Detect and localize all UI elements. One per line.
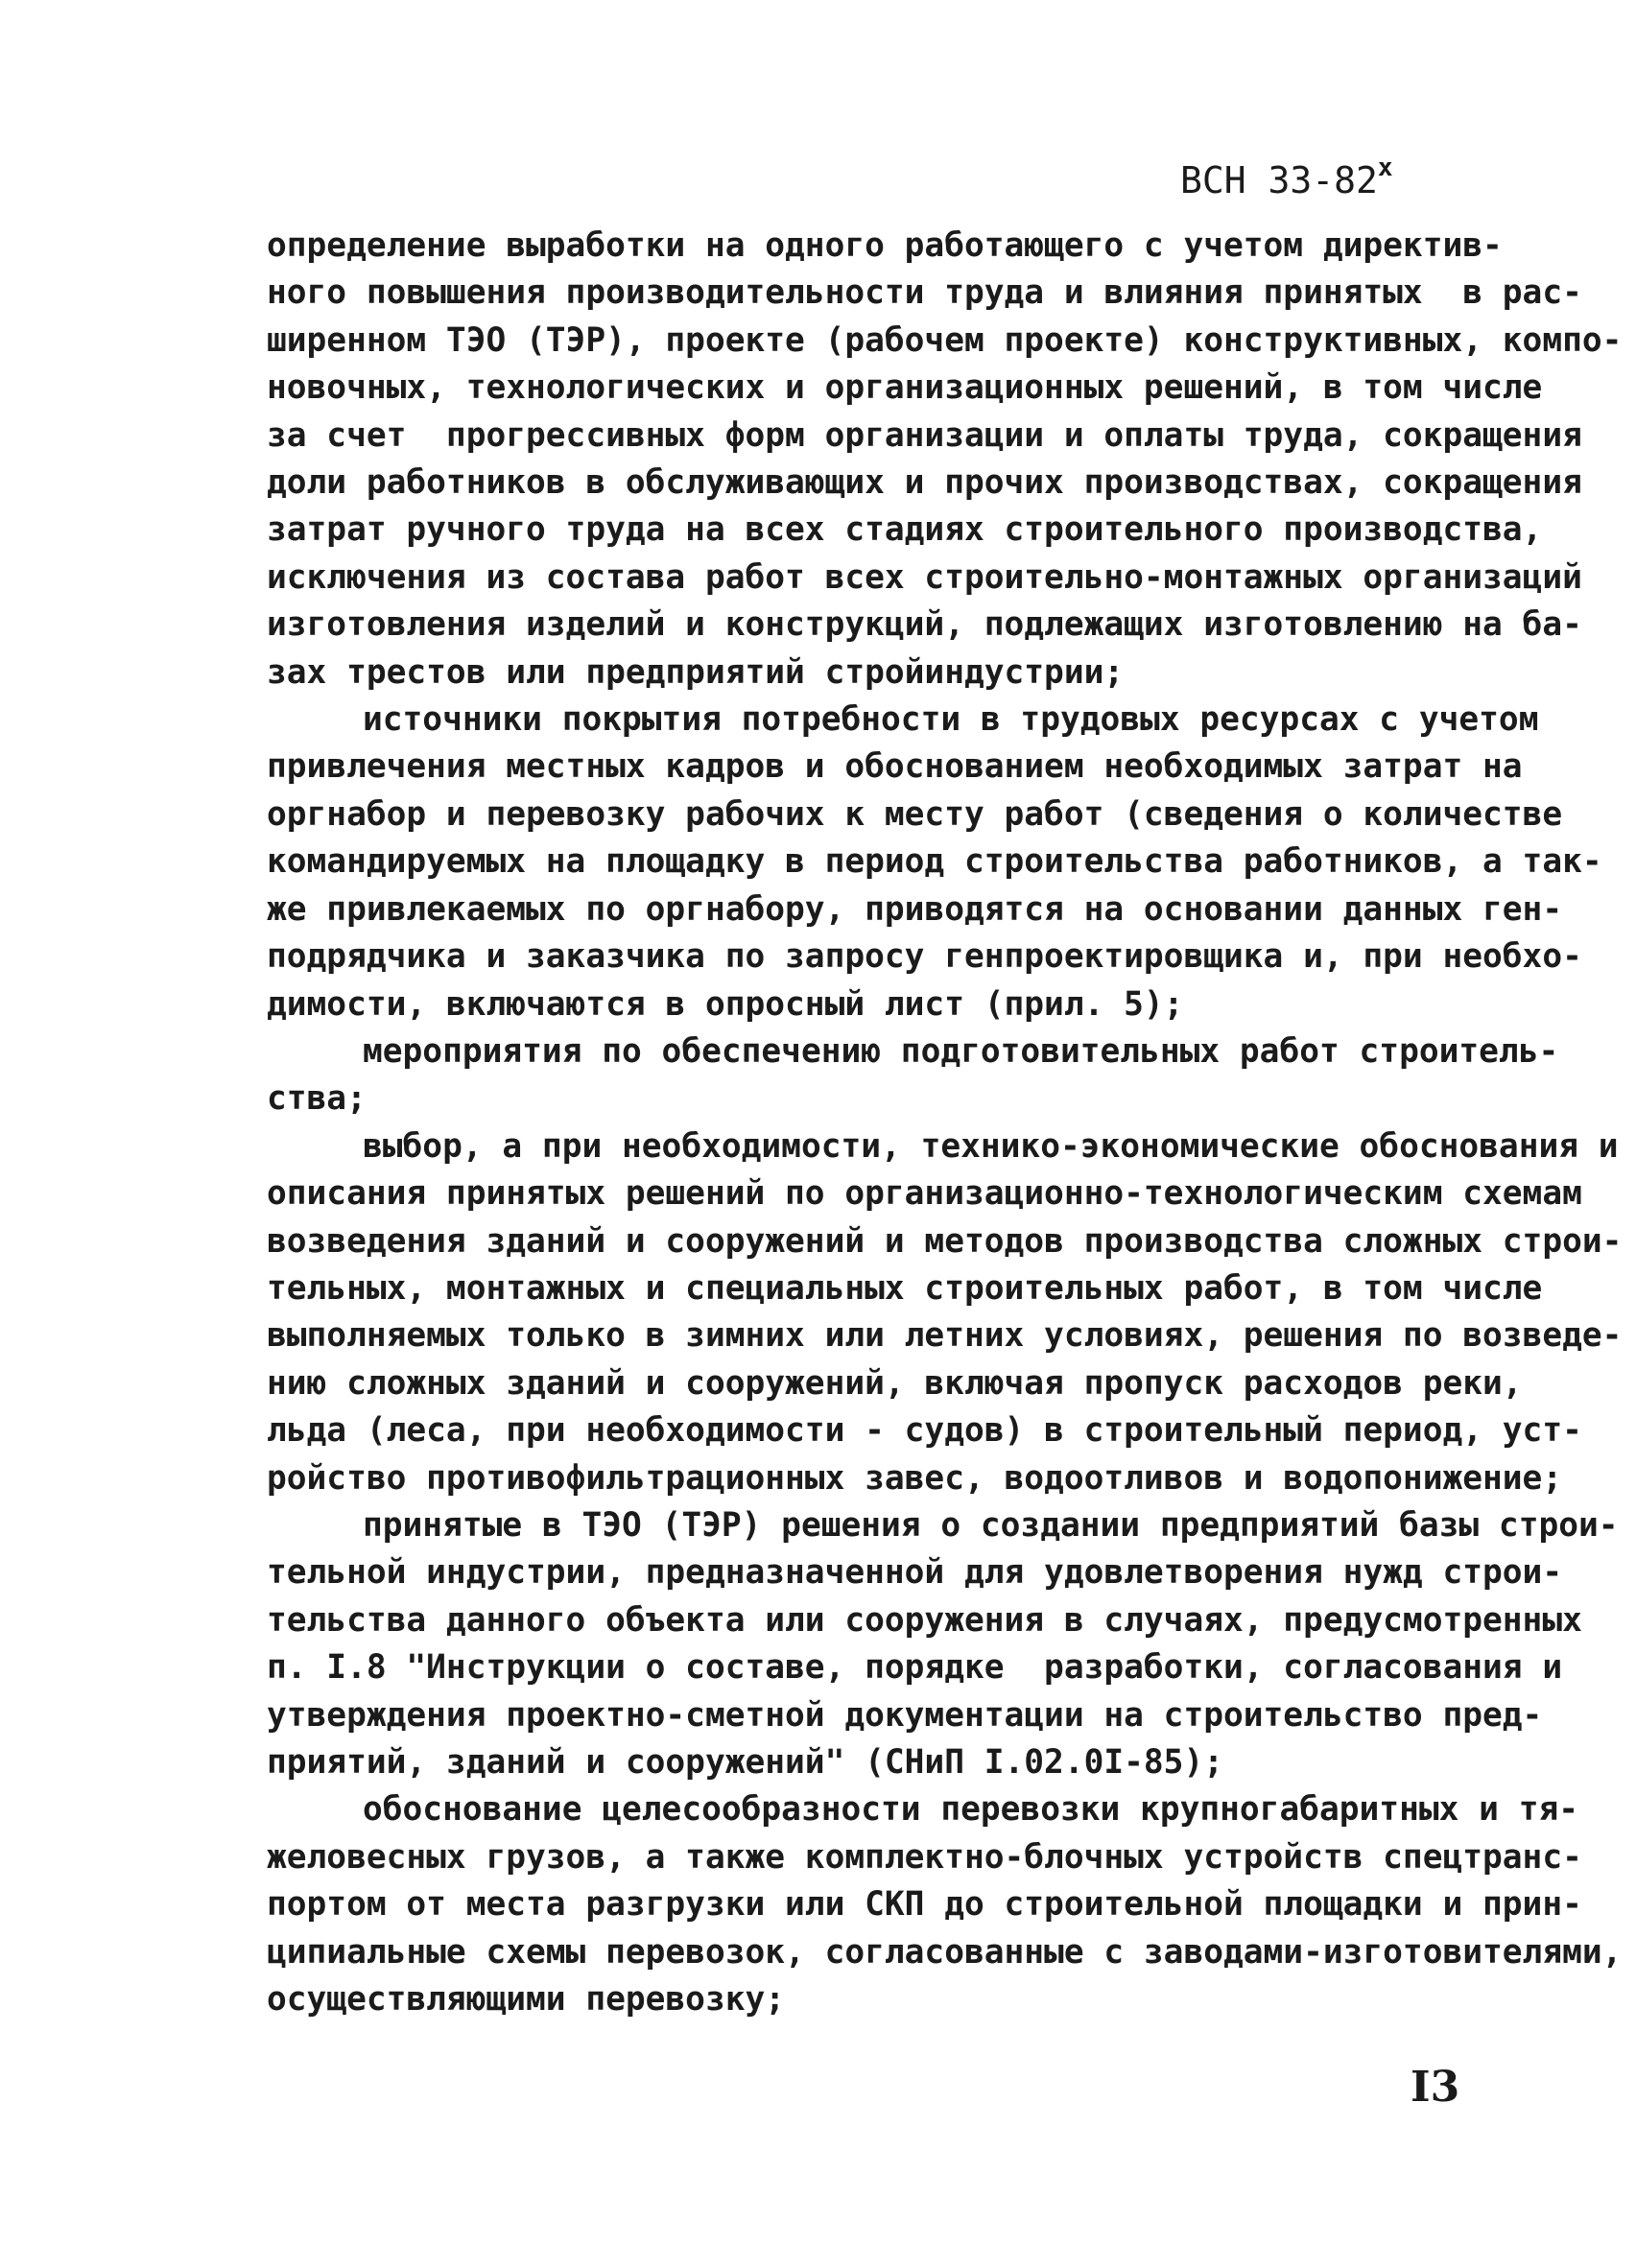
text-line: доли работников в обслуживающих и прочих производствах, сокращения — [267, 463, 1582, 503]
text-line: затрат ручного труда на всех стадиях строительного производства, — [267, 510, 1543, 550]
text-line: желовесных грузов, а также комплектно-блочных устройств спецтранс- — [267, 1837, 1582, 1877]
text-line: привлечения местных кадров и обоснованием необходимых затрат на — [267, 747, 1523, 787]
text-line: нию сложных зданий и сооружений, включая пропуск расходов реки, — [267, 1363, 1523, 1403]
text-line: тельной индустрии, предназначенной для удовлетворения нужд строи- — [267, 1553, 1563, 1593]
text-line: утверждения проектно-сметной документации на строительство пред- — [267, 1695, 1543, 1735]
text-line: оргнабор и перевозку рабочих к месту работ (сведения о количестве — [267, 794, 1563, 834]
text-line: принятые в ТЭО (ТЭР) решения о создании предприятий базы строи- — [363, 1505, 1619, 1545]
text-line: мероприятия по обеспечению подготовительных работ строитель- — [363, 1031, 1559, 1071]
text-line: ства; — [267, 1079, 367, 1119]
paragraph — [171, 1786, 1623, 2023]
text-line: ройство противофильтрационных завес, водоотливов и водопонижение; — [267, 1458, 1563, 1498]
text-line: обоснование целесообразности перевозки крупногабаритных и тя- — [363, 1790, 1579, 1830]
text-line: за счет прогрессивных форм организации и оплаты труда, сокращения — [267, 415, 1582, 455]
text-line: выбор, а при необходимости, технико-экономические обоснования и — [363, 1126, 1619, 1166]
text-line: льда (леса, при необходимости - судов) в строительный период, уст- — [267, 1411, 1582, 1451]
text-line: зах трестов или предприятий стройиндустрии; — [267, 652, 1125, 692]
text-line: возведения зданий и сооружений и методов производства сложных строи- — [267, 1221, 1623, 1261]
text-line: димости, включаются в опросный лист (прил. 5); — [267, 984, 1184, 1024]
document-code-superscript: х — [1377, 154, 1393, 182]
text-line: источники покрытия потребности в трудовых ресурсах с учетом — [363, 700, 1539, 740]
paragraph — [171, 1028, 1559, 1123]
paragraph — [171, 223, 1623, 697]
text-line: изготовления изделий и конструкций, подлежащих изготовлению на ба- — [267, 605, 1582, 645]
text-line: тельных, монтажных и специальных строительных работ, в том числе — [267, 1268, 1543, 1308]
page-number: I3 — [1411, 2063, 1460, 2112]
text-line: ципиальные схемы перевозок, согласованные с заводами-изготовителями, — [267, 1932, 1623, 1972]
text-line: командируемых на площадку в период строительства работников, а так- — [267, 842, 1602, 882]
text-line: ширенном ТЭО (ТЭР), проекте (рабочем проекте) конструктивных, компо- — [267, 320, 1623, 360]
text-line: ного повышения производительности труда и влияния принятых в рас- — [267, 273, 1582, 313]
paragraph — [171, 1502, 1619, 1786]
text-line: новочных, технологических и организационных решений, в том числе — [267, 368, 1543, 408]
text-line: выполняемых только в зимних или летних условиях, решения по возведе- — [267, 1316, 1623, 1356]
paragraph — [171, 1123, 1623, 1502]
document-code: ВСН 33-82 — [1180, 159, 1378, 201]
text-line: тельства данного объекта или сооружения в случаях, предусмотренных — [267, 1600, 1582, 1640]
document-body — [171, 223, 1623, 2023]
text-line: определение выработки на одного работающего с учетом директив- — [267, 226, 1503, 265]
text-line: описания принятых решений по организационно-технологическим схемам — [267, 1174, 1582, 1214]
text-line: осуществляющими перевозку; — [267, 1980, 786, 2020]
text-line: подрядчика и заказчика по запросу генпроектировщика и, при необхо- — [267, 937, 1582, 977]
text-line: исключения из состава работ всех строительно-монтажных организаций — [267, 557, 1582, 597]
paragraph — [171, 697, 1602, 1028]
text-line: приятий, зданий и сооружений" (СНиП I.02.0I-85); — [267, 1743, 1223, 1782]
text-line: портом от места разгрузки или СКП до строительной площадки и прин- — [267, 1885, 1582, 1925]
text-line: п. I.8 "Инструкции о составе, порядке разработки, согласования и — [267, 1648, 1563, 1688]
text-line: же привлекаемых по оргнабору, приводятся на основании данных ген- — [267, 889, 1563, 929]
document-header — [1180, 154, 1393, 201]
